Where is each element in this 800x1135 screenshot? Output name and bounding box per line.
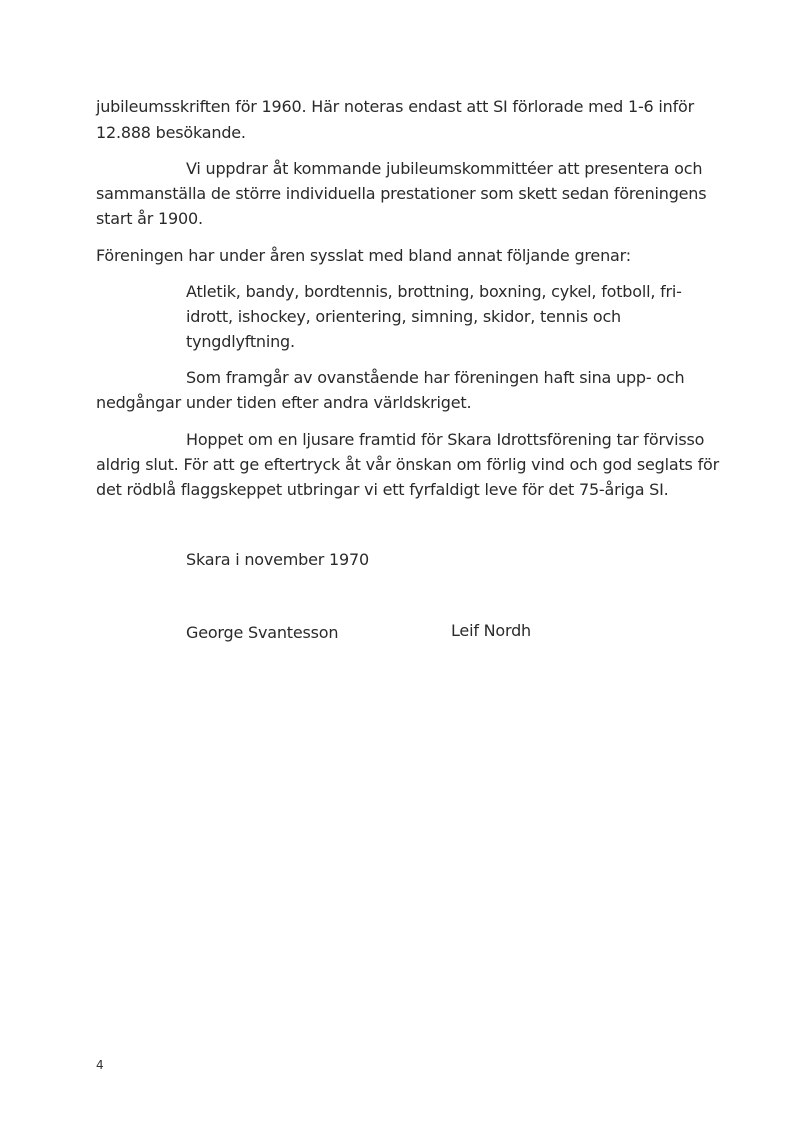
paragraph-6-line-1: Hoppet om en ljusare framtid för Skara Idrottsförening tar förvisso bbox=[186, 430, 705, 449]
signature-leif-nordh: Leif Nordh bbox=[451, 621, 531, 640]
signature-george-svantesson: George Svantesson bbox=[186, 623, 339, 642]
paragraph-2-line-2: sammanställa de större individuella prestationer som skett sedan föreningens bbox=[96, 184, 707, 203]
sports-list-line-2: idrott, ishockey, orientering, simning, skidor, tennis och bbox=[186, 307, 621, 326]
place-date: Skara i november 1970 bbox=[186, 550, 369, 569]
paragraph-5-line-2: nedgångar under tiden efter andra världskriget. bbox=[96, 393, 472, 412]
paragraph-6-line-2: aldrig slut. För att ge eftertryck åt vår önskan om förlig vind och god seglats för bbox=[96, 455, 719, 474]
sports-list-line-3: tyngdlyftning. bbox=[186, 332, 295, 351]
paragraph-2-line-1: Vi uppdrar åt kommande jubileumskommittéer att presentera och bbox=[186, 159, 703, 178]
paragraph-1-line-2: 12.888 besökande. bbox=[96, 123, 246, 142]
paragraph-1-line-1: jubileumsskriften för 1960. Här noteras endast att SI förlorade med 1-6 inför bbox=[96, 97, 695, 116]
page-number: 4 bbox=[96, 1058, 104, 1072]
paragraph-3-line-1: Föreningen har under åren sysslat med bland annat följande grenar: bbox=[96, 246, 631, 265]
paragraph-6-line-3: det rödblå flaggskeppet utbringar vi ett fyrfaldigt leve för det 75-åriga SI. bbox=[96, 480, 669, 499]
sports-list-line-1: Atletik, bandy, bordtennis, brottning, boxning, cykel, fotboll, fri- bbox=[186, 282, 682, 301]
paragraph-2-line-3: start år 1900. bbox=[96, 209, 203, 228]
paragraph-5-line-1: Som framgår av ovanstående har föreningen haft sina upp- och bbox=[186, 368, 685, 387]
